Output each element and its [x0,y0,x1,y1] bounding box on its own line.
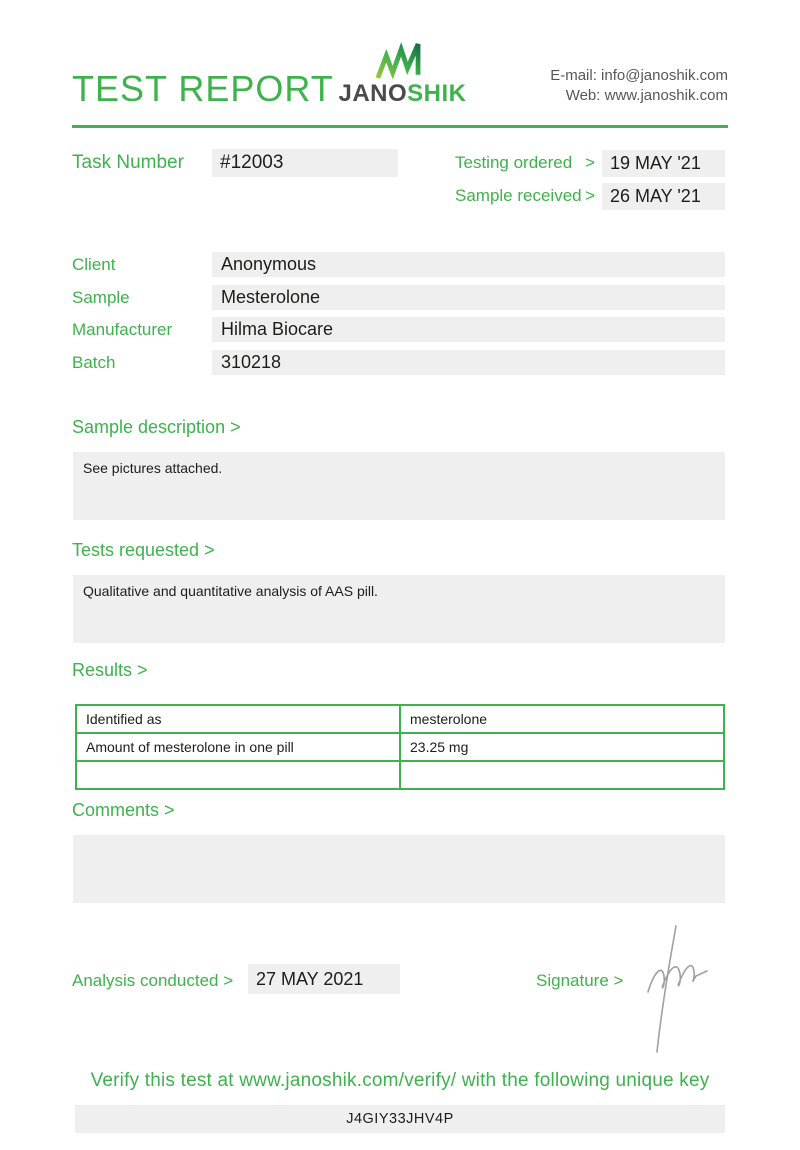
logo-chart-icon [374,42,424,79]
unique-key-value: J4GIY33JHV4P [75,1105,725,1133]
verify-instruction: Verify this test at www.janoshik.com/verify/ with the following unique key [90,1070,710,1091]
results-row [76,705,724,733]
result-name-cell: Identified as [76,705,400,733]
header-divider [72,125,728,128]
logo-wordmark-green: SHIK [407,80,467,107]
testing-ordered-text: Testing ordered [455,153,573,172]
comments-box [73,835,725,903]
page-title: TEST REPORT [72,68,334,109]
client-label: Client [72,255,116,274]
sample-label: Sample [72,288,130,307]
result-value-cell: mesterolone [400,705,724,733]
tests-requested-heading: Tests requested > [72,540,215,560]
results-row [76,733,724,761]
contact-email-label: E-mail: [550,67,597,84]
sample-description-box: See pictures attached. [73,452,725,520]
testing-ordered-label [455,153,595,173]
contact-email-value: info@janoshik.com [601,67,728,84]
sample-received-value: 26 MAY '21 [602,183,725,210]
sample-received-arrow: > [585,186,595,205]
logo-wordmark [330,80,475,108]
manufacturer-value: Hilma Biocare [212,317,725,342]
analysis-conducted-label: Analysis conducted > [72,971,234,990]
batch-label: Batch [72,353,116,372]
sample-received-label [455,186,595,206]
client-value: Anonymous [212,252,725,277]
comments-heading: Comments > [72,800,175,820]
manufacturer-label: Manufacturer [72,320,173,339]
task-number-label: Task Number [72,152,184,173]
results-heading: Results > [72,660,148,680]
tests-requested-box: Qualitative and quantitative analysis of AAS pill. [73,575,725,643]
signature-image [638,912,750,1064]
signature-label: Signature > [536,971,624,990]
contact-web-line [550,86,728,106]
testing-ordered-value: 19 MAY '21 [602,150,725,177]
logo-wordmark-dark: JANO [338,80,408,107]
result-name-cell [76,761,400,789]
contact-web-label: Web: [565,87,601,104]
result-value-cell [400,761,724,789]
result-name-cell: Amount of mesterolone in one pill [76,733,400,761]
results-row [76,761,724,789]
batch-value: 310218 [212,350,725,375]
task-number-value: #12003 [212,149,398,177]
result-value-cell: 23.25 mg [400,733,724,761]
contact-email-line [550,66,728,86]
contact-block [550,66,728,106]
results-table [75,704,725,790]
analysis-conducted-value: 27 MAY 2021 [248,964,400,994]
sample-received-text: Sample received [455,186,582,205]
sample-description-heading: Sample description > [72,417,241,437]
sample-value: Mesterolone [212,285,725,310]
contact-web-value: www.janoshik.com [604,87,728,104]
testing-ordered-arrow: > [585,153,595,172]
